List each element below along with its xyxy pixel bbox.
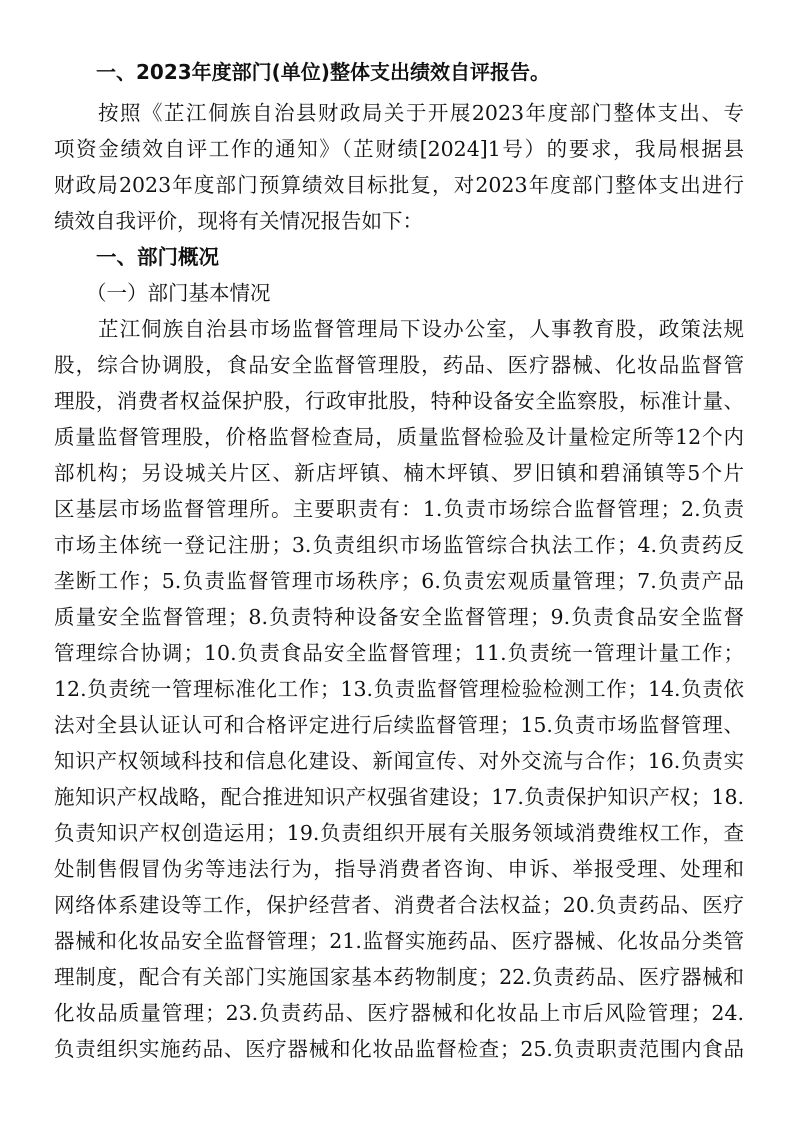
intro-line-3: 财政局2023年度部门预算绩效目标批复，对2023年度部门整体支出进行 (54, 173, 744, 197)
body-line-8: 垄断工作；5.负责监督管理市场秩序；6.负责宏观质量管理；7.负责产品 (54, 569, 744, 593)
body-line-10: 管理综合协调；10.负责食品安全监督管理；11.负责统一管理计量工作； (54, 641, 744, 665)
body-line-5: 部机构；另设城关片区、新店坪镇、楠木坪镇、罗旧镇和碧涌镇等5个片 (54, 461, 744, 485)
intro-line-1: 按照《芷江侗族自治县财政局关于开展2023年度部门整体支出、专 (98, 101, 744, 125)
body-line-21: 负责组织实施药品、医疗器械和化妆品监督检查；25.负责职责范围内食品 (54, 1037, 744, 1061)
intro-line-2: 项资金绩效自评工作的通知》（芷财绩[2024]1号）的要求，我局根据县 (54, 137, 744, 161)
body-line-18: 器械和化妆品安全监督管理；21.监督实施药品、医疗器械、化妆品分类管 (54, 929, 744, 953)
subsection-heading: （一）部门基本情况 (86, 281, 271, 305)
body-line-9: 质量安全监督管理；8.负责特种设备安全监督管理；9.负责食品安全监督 (54, 605, 744, 629)
document-title: 一、2023年度部门(单位)整体支出绩效自评报告。 (96, 60, 550, 84)
body-line-1: 芷江侗族自治县市场监督管理局下设办公室，人事教育股，政策法规 (98, 317, 744, 341)
body-line-3: 理股，消费者权益保护股，行政审批股，特种设备安全监察股，标准计量、 (54, 389, 744, 413)
body-line-20: 化妆品质量管理；23.负责药品、医疗器械和化妆品上市后风险管理；24. (54, 1001, 744, 1025)
body-line-2: 股，综合协调股，食品安全监督管理股，药品、医疗器械、化妆品监督管 (54, 353, 744, 377)
body-line-17: 网络体系建设等工作，保护经营者、消费者合法权益；20.负责药品、医疗 (54, 893, 744, 917)
body-line-19: 理制度，配合有关部门实施国家基本药物制度；22.负责药品、医疗器械和 (54, 965, 744, 989)
body-line-11: 12.负责统一管理标准化工作；13.负责监督管理检验检测工作；14.负责依 (54, 677, 744, 701)
body-line-4: 质量监督管理股，价格监督检查局，质量监督检验及计量检定所等12个内 (54, 425, 744, 449)
body-line-12: 法对全县认证认可和合格评定进行后续监督管理；15.负责市场监督管理、 (54, 713, 744, 737)
body-line-16: 处制售假冒伪劣等违法行为，指导消费者咨询、申诉、举报受理、处理和 (54, 857, 744, 881)
body-line-6: 区基层市场监督管理所。主要职责有：1.负责市场综合监督管理；2.负责 (54, 497, 744, 521)
body-line-13: 知识产权领域科技和信息化建设、新闻宣传、对外交流与合作；16.负责实 (54, 749, 744, 773)
body-line-7: 市场主体统一登记注册；3.负责组织市场监管综合执法工作；4.负责药反 (54, 533, 744, 557)
body-line-15: 负责知识产权创造运用；19.负责组织开展有关服务领域消费维权工作，查 (54, 821, 744, 845)
section-heading: 一、部门概况 (96, 245, 219, 269)
intro-line-4: 绩效自我评价，现将有关情况报告如下： (54, 209, 423, 233)
body-line-14: 施知识产权战略，配合推进知识产权强省建设；17.负责保护知识产权；18. (54, 785, 744, 809)
